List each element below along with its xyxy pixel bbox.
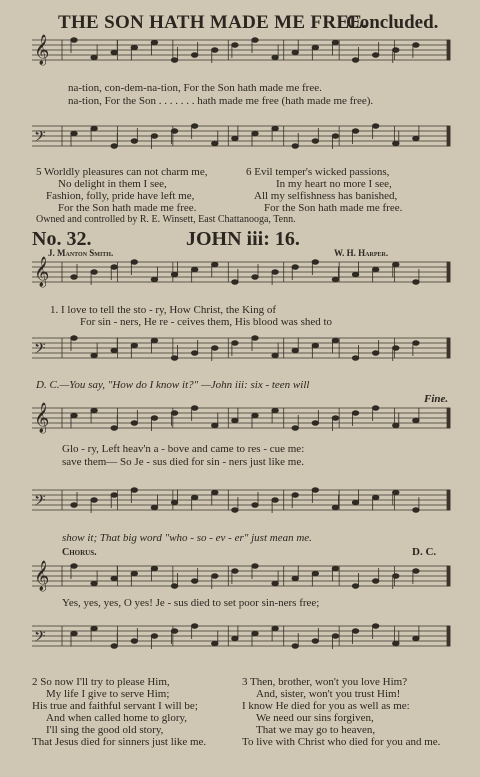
verse-line: In my heart no more I see,: [276, 178, 392, 190]
note-head: [151, 40, 157, 45]
treble-clef-icon: 𝄞: [34, 403, 50, 433]
note-head: [413, 508, 419, 513]
note-head: [232, 418, 238, 423]
note-head: [171, 58, 177, 63]
lyric-line: 1. I love to tell the sto - ry, How Christ, the King of: [50, 304, 276, 316]
final-barline: [447, 408, 450, 428]
note-head: [111, 265, 117, 270]
note-head: [91, 498, 97, 503]
note-head: [292, 493, 298, 498]
note-head: [292, 265, 298, 270]
verse-line: That we may go to heaven,: [256, 724, 376, 736]
note-head: [413, 418, 419, 423]
note-head: [131, 260, 137, 265]
lyric-line: Yes, yes, yes, O yes! Je - sus died to set poor sin-ners free;: [62, 597, 320, 609]
verse-line: For the Son hath made me free.: [264, 202, 403, 214]
note-head: [71, 564, 77, 569]
note-head: [131, 488, 137, 493]
note-head: [71, 413, 77, 418]
note-head: [413, 43, 419, 48]
note-head: [191, 267, 197, 272]
bass-clef-icon: 𝄢: [34, 492, 46, 513]
note-head: [91, 55, 97, 60]
note-head: [111, 50, 117, 55]
verse-line: His true and faithful servant I will be;: [32, 700, 198, 712]
note-head: [372, 267, 378, 272]
note-head: [272, 408, 278, 413]
note-head: [292, 50, 298, 55]
note-head: [151, 338, 157, 343]
note-head: [252, 38, 258, 43]
note-head: [312, 139, 318, 144]
note-head: [372, 53, 378, 58]
note-head: [131, 45, 137, 50]
note-head: [71, 631, 77, 636]
note-head: [91, 126, 97, 131]
note-head: [171, 500, 177, 505]
treble-clef-icon: 𝄞: [34, 257, 50, 287]
note-head: [352, 500, 358, 505]
note-head: [413, 341, 419, 346]
verse-line: 5 Worldly pleasures can not charm me,: [36, 166, 208, 178]
note-head: [71, 38, 77, 43]
note-head: [372, 579, 378, 584]
lyric-line: na-tion, For the Son . . . . . . . hath made me free (hath made me free).: [68, 95, 374, 107]
note-head: [332, 40, 338, 45]
note-head: [171, 629, 177, 634]
note-head: [131, 571, 137, 576]
note-head: [272, 126, 278, 131]
note-head: [171, 584, 177, 589]
dc-marking: D. C.: [412, 546, 437, 558]
chorus-label: Chorus.: [62, 547, 97, 558]
final-barline: [447, 626, 450, 646]
note-head: [232, 569, 238, 574]
note-head: [91, 581, 97, 586]
note-head: [191, 495, 197, 500]
note-head: [171, 411, 177, 416]
note-head: [212, 262, 218, 267]
verse-6: [246, 166, 402, 214]
note-head: [111, 144, 117, 149]
verse-line: To live with Christ who died for you and me.: [242, 736, 441, 748]
note-head: [91, 270, 97, 275]
note-head: [191, 53, 197, 58]
verse-3: [242, 676, 440, 748]
note-head: [413, 636, 419, 641]
page-header-title: THE SON HATH MADE ME FREE.: [58, 12, 368, 33]
note-head: [212, 574, 218, 579]
verse-line: Fashion, folly, pride have left me,: [46, 190, 195, 202]
note-head: [191, 351, 197, 356]
note-head: [332, 505, 338, 510]
note-head: [171, 356, 177, 361]
note-head: [332, 566, 338, 571]
note-head: [352, 129, 358, 134]
lyricist-credit: J. Manton Smith.: [48, 248, 114, 258]
note-head: [312, 571, 318, 576]
note-head: [352, 629, 358, 634]
note-head: [372, 406, 378, 411]
note-head: [212, 641, 218, 646]
note-head: [131, 139, 137, 144]
lyric-line: save them— So Je - sus died for sin - ners just like me.: [62, 456, 304, 468]
note-head: [352, 411, 358, 416]
note-head: [372, 124, 378, 129]
final-barline: [447, 338, 450, 358]
note-head: [372, 624, 378, 629]
verse-line: 6 Evil temper's wicked passions,: [246, 166, 390, 178]
note-head: [151, 566, 157, 571]
note-head: [232, 280, 238, 285]
note-head: [312, 488, 318, 493]
page-header-concluded: Concluded.: [346, 12, 439, 33]
verse-line: That Jesus died for sinners just like me.: [32, 736, 207, 748]
final-barline: [447, 566, 450, 586]
note-head: [272, 353, 278, 358]
note-head: [111, 348, 117, 353]
note-head: [191, 124, 197, 129]
verse-line: I'll sing the good old story,: [46, 724, 164, 736]
note-head: [413, 280, 419, 285]
note-head: [393, 574, 399, 579]
note-head: [131, 343, 137, 348]
note-head: [272, 626, 278, 631]
note-head: [171, 272, 177, 277]
note-head: [252, 503, 258, 508]
note-head: [71, 503, 77, 508]
note-head: [312, 421, 318, 426]
note-head: [151, 634, 157, 639]
ownership-note: Owned and controlled by R. E. Winsett, East Chattanooga, Tenn.: [36, 214, 296, 225]
note-head: [232, 43, 238, 48]
dc-lyric-line: show it; That big word "who - so - ev - er" just mean me.: [62, 532, 312, 544]
note-head: [393, 423, 399, 428]
note-head: [312, 260, 318, 265]
note-head: [292, 348, 298, 353]
note-head: [312, 639, 318, 644]
note-head: [393, 346, 399, 351]
composer-credit: W. H. Harper.: [334, 248, 389, 258]
note-head: [312, 45, 318, 50]
verse-line: For the Son hath made me free.: [58, 202, 197, 214]
treble-clef-icon: 𝄞: [34, 561, 50, 591]
note-head: [292, 426, 298, 431]
note-head: [71, 336, 77, 341]
note-head: [352, 58, 358, 63]
note-head: [352, 272, 358, 277]
verse-2: [32, 676, 206, 748]
note-head: [71, 131, 77, 136]
note-head: [413, 569, 419, 574]
note-head: [332, 277, 338, 282]
verse-line: My life I give to serve Him;: [46, 688, 170, 700]
note-head: [352, 584, 358, 589]
note-head: [151, 134, 157, 139]
note-head: [151, 277, 157, 282]
verse-line: 3 Then, brother, won't you love Him?: [242, 676, 408, 688]
note-head: [393, 48, 399, 53]
note-head: [372, 495, 378, 500]
note-head: [252, 413, 258, 418]
note-head: [393, 141, 399, 146]
lyric-line: Glo - ry, Left heav'n a - bove and came to res - cue me:: [62, 443, 305, 455]
note-head: [232, 636, 238, 641]
lyric-line: For sin - ners, He re - ceives them, His blood was shed to: [80, 316, 333, 328]
note-head: [71, 275, 77, 280]
verse-line: We need our sins forgiven,: [256, 712, 374, 724]
verse-line: I know He died for you as well as me:: [242, 700, 410, 712]
note-head: [151, 505, 157, 510]
hymn-number: No. 32.: [32, 228, 92, 250]
verse-line: No delight in them I see,: [58, 178, 167, 190]
verse-line: 2 So now I'll try to please Him,: [32, 676, 170, 688]
hymn-title: JOHN iii: 16.: [186, 228, 300, 250]
note-head: [232, 341, 238, 346]
note-head: [372, 351, 378, 356]
final-barline: [447, 40, 450, 60]
note-head: [272, 498, 278, 503]
treble-clef-icon: 𝄞: [34, 35, 50, 65]
note-head: [191, 406, 197, 411]
note-head: [252, 131, 258, 136]
note-head: [212, 490, 218, 495]
note-head: [332, 134, 338, 139]
note-head: [212, 48, 218, 53]
note-head: [232, 508, 238, 513]
note-head: [131, 421, 137, 426]
note-head: [332, 634, 338, 639]
note-head: [91, 626, 97, 631]
note-head: [393, 262, 399, 267]
note-head: [413, 136, 419, 141]
note-head: [393, 641, 399, 646]
note-head: [151, 416, 157, 421]
note-head: [232, 136, 238, 141]
note-head: [191, 624, 197, 629]
note-head: [191, 579, 197, 584]
verse-5: [36, 166, 208, 214]
note-head: [252, 631, 258, 636]
note-head: [212, 423, 218, 428]
note-head: [292, 644, 298, 649]
note-head: [171, 129, 177, 134]
verse-line: All my selfishness has banished,: [254, 190, 398, 202]
bass-clef-icon: 𝄢: [34, 340, 46, 361]
note-head: [212, 346, 218, 351]
note-head: [292, 144, 298, 149]
note-head: [91, 408, 97, 413]
verse-line: And when called home to glory,: [46, 712, 188, 724]
note-head: [131, 639, 137, 644]
note-head: [212, 141, 218, 146]
final-barline: [447, 490, 450, 510]
note-head: [312, 343, 318, 348]
note-head: [272, 55, 278, 60]
note-head: [111, 493, 117, 498]
note-head: [111, 576, 117, 581]
final-barline: [447, 262, 450, 282]
note-head: [252, 275, 258, 280]
note-head: [352, 356, 358, 361]
note-head: [272, 270, 278, 275]
note-head: [111, 644, 117, 649]
note-head: [252, 336, 258, 341]
verse-line: And, sister, won't you trust Him!: [256, 688, 401, 700]
lyric-line: na-tion, con-dem-na-tion, For the Son hath made me free.: [68, 82, 322, 94]
bass-clef-icon: 𝄢: [34, 628, 46, 649]
bass-clef-icon: 𝄢: [34, 128, 46, 149]
note-head: [252, 564, 258, 569]
note-head: [111, 426, 117, 431]
note-head: [91, 353, 97, 358]
note-head: [393, 490, 399, 495]
final-barline: [447, 126, 450, 146]
note-head: [292, 576, 298, 581]
fine-marking: Fine.: [424, 393, 449, 405]
dc-lyric-line: D. C.—You say, "How do I know it?" —John iii: six - teen will: [36, 379, 310, 391]
note-head: [332, 338, 338, 343]
note-head: [272, 581, 278, 586]
note-head: [332, 416, 338, 421]
